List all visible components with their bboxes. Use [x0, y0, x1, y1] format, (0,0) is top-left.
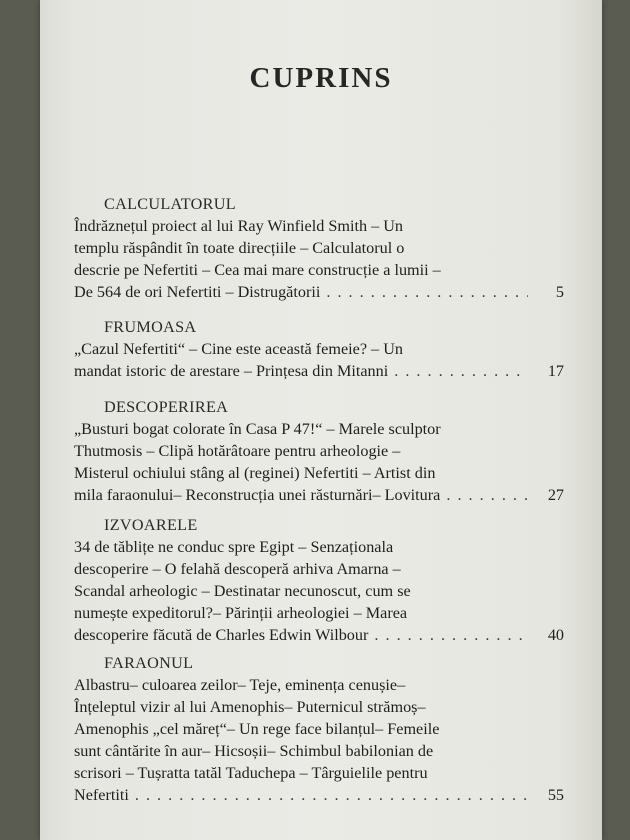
- toc-section-calculatorul: [74, 193, 564, 303]
- toc-line: 34 de tăblițe ne conduc spre Egipt – Senzaționala: [74, 538, 394, 556]
- section-heading: CALCULATORUL: [104, 195, 236, 213]
- toc-line: mandat istoric de arestare – Prințesa din Mitanni: [74, 362, 389, 380]
- section-heading: FRUMOASA: [104, 318, 197, 336]
- toc-entry-last-line: [74, 360, 564, 382]
- section-heading: IZVOARELE: [104, 516, 198, 534]
- toc-line: Nefertiti: [74, 786, 129, 804]
- toc-entry-last-line: [74, 784, 564, 806]
- toc-entry-last-line: [74, 484, 564, 506]
- toc-line: descoperire – O felahă descoperă arhiva Amarna –: [74, 560, 401, 578]
- toc-section-frumoasa: [74, 316, 564, 382]
- toc-section-izvoarele: [74, 514, 564, 646]
- toc-line: Amenophis „cel măreț“– Un rege face bilanțul– Femeile: [74, 720, 440, 738]
- dot-leader: [388, 360, 528, 382]
- toc-line: Îndrăznețul proiect al lui Ray Winfield Smith – Un: [74, 217, 404, 235]
- dot-leader: [320, 281, 528, 303]
- page-number: 17: [547, 362, 564, 380]
- toc-entry-last-line: [74, 281, 564, 303]
- toc-line: descoperire făcută de Charles Edwin Wilbour: [74, 626, 369, 644]
- toc-entry-last-line: [74, 624, 564, 646]
- toc-line: De 564 de ori Nefertiti – Distrugătorii: [74, 283, 321, 301]
- toc-line: numește expeditorul?– Părinții arheologiei – Marea: [74, 604, 408, 622]
- dot-leader: [129, 784, 528, 806]
- page-number: 5: [555, 283, 564, 301]
- toc-line: Albastru– culoarea zeilor– Teje, eminența cenușie–: [74, 676, 406, 694]
- section-heading: FARAONUL: [104, 654, 194, 672]
- toc-line: „Busturi bogat colorate în Casa P 47!“ – Marele sculptor: [74, 420, 441, 438]
- toc-section-faraonul: [74, 652, 564, 806]
- dot-leader: [368, 624, 528, 646]
- page-title: CUPRINS: [249, 62, 393, 94]
- toc-line: sunt cântărite în aur– Hicsoșii– Schimbul babilonian de: [74, 742, 434, 760]
- section-heading: DESCOPERIREA: [104, 398, 229, 416]
- toc-line: Scandal arheologic – Destinatar necunoscut, cum se: [74, 582, 411, 600]
- toc-line: scrisori – Tușratta tatăl Taduchepa – Târguielile pentru: [74, 764, 428, 782]
- toc-line: Thutmosis – Clipă hotărâtoare pentru arheologie –: [74, 442, 401, 460]
- dot-leader: [440, 484, 528, 506]
- page-number: 40: [547, 626, 564, 644]
- toc-section-descoperirea: [74, 396, 564, 506]
- toc-line: descrie pe Nefertiti – Cea mai mare construcție a lumii –: [74, 261, 441, 279]
- page-number: 27: [547, 486, 564, 504]
- toc-line: „Cazul Nefertiti“ – Cine este această femeie? – Un: [74, 340, 403, 358]
- toc-line: mila faraonului– Reconstrucția unei răsturnări– Lovitura: [74, 486, 441, 504]
- page-number: 55: [547, 786, 564, 804]
- book-page: [40, 0, 602, 840]
- toc-line: Înțeleptul vizir al lui Amenophis– Puternicul strămoș–: [74, 698, 426, 716]
- toc-line: Misterul ochiului stâng al (reginei) Nefertiti – Artist din: [74, 464, 436, 482]
- toc-line: templu răspândit în toate direcțiile – Calculatorul o: [74, 239, 405, 257]
